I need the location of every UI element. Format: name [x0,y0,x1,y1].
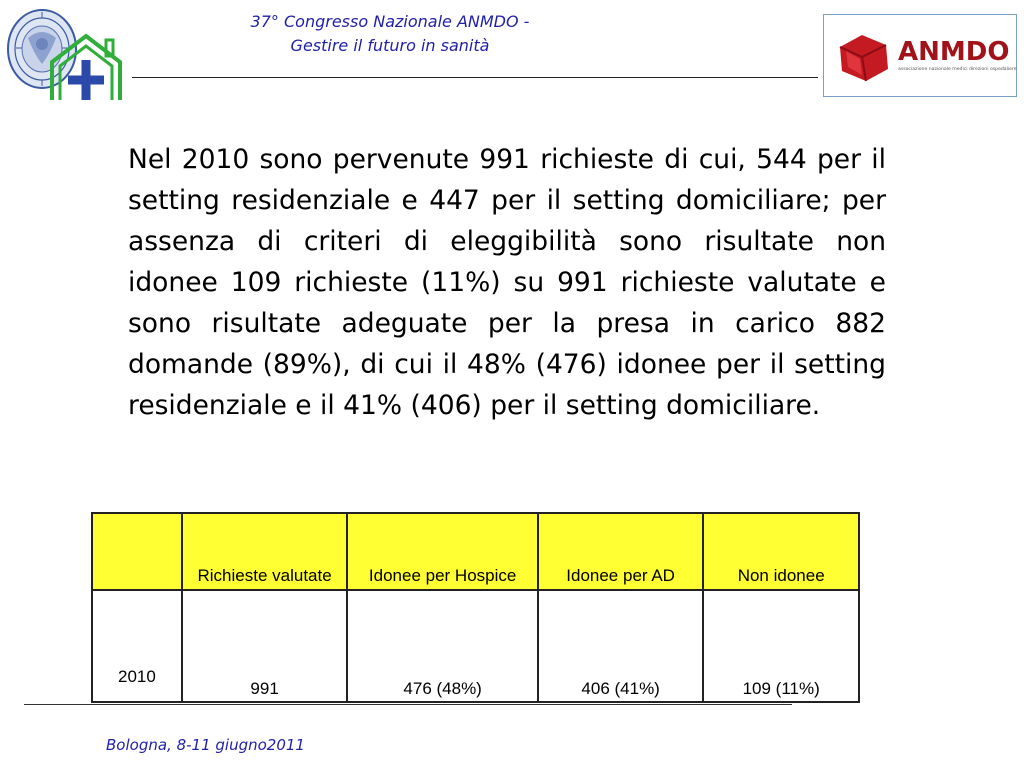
anmdo-logo-subtitle: associazione nazionale medici direzioni ospedaliere [898,67,1017,72]
table-header-cell: Idonee per AD [538,513,704,590]
anmdo-logo-text: ANMDO [898,37,1010,67]
table-header-row [92,513,859,590]
anmdo-logo [823,14,1017,97]
table-header-cell [92,513,182,590]
table-row [92,590,859,702]
table-cell: 406 (41%) [538,590,704,702]
footer-location-date: Bologna, 8-11 giugno2011 [106,736,305,754]
header-divider [132,77,818,78]
table-cell: 476 (48%) [347,590,537,702]
anmdo-cube-icon [832,25,894,85]
table-header-cell: Non idonee [703,513,859,590]
footer-divider [24,704,792,705]
congress-title [180,10,600,58]
title-line-2: Gestire il futuro in sanità [290,36,490,55]
table-cell: 991 [182,590,348,702]
title-line-1: 37° Congresso Nazionale ANMDO - [250,12,530,31]
table-cell-year: 2010 [92,590,182,702]
requests-table [91,512,860,703]
table-header-cell: Idonee per Hospice [347,513,537,590]
table-header-cell: Richieste valutate [182,513,348,590]
main-paragraph: Nel 2010 sono pervenute 991 richieste di cui, 544 per il setting residenziale e 447 per il setting domiciliare; per assenza di criteri di eleggibilità sono risultate non idonee 109 richieste (11%) su 991 richieste valutate e sono risultate adeguate per la presa in carico 882 domande (89%), di cui il 48% (476) idonee per il setting residenziale e il 41% (406) per il setting domiciliare. [128,144,886,421]
table-cell: 109 (11%) [703,590,859,702]
house-cross-icon [46,30,126,106]
